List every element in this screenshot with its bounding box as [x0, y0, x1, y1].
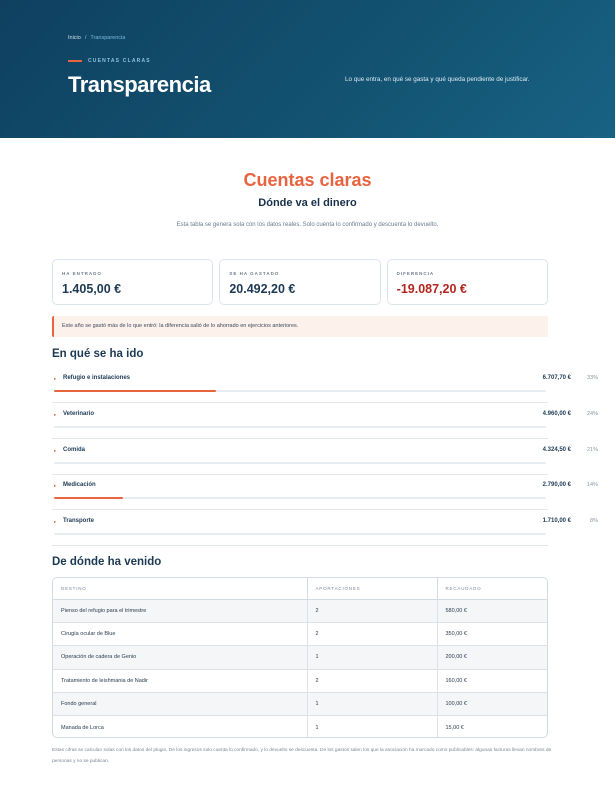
expense-percent: 24%	[586, 411, 598, 417]
cell-destino: Tratamiento de leishmania de Nadir	[53, 669, 307, 692]
expenses-heading: En qué se ha ido	[52, 348, 144, 360]
expense-row[interactable]	[52, 474, 598, 510]
expense-percent: 8%	[590, 518, 598, 524]
expense-name: Veterinario	[63, 411, 95, 417]
table-row	[53, 716, 548, 738]
column-header-aportaciones[interactable]: APORTACIONES	[307, 578, 437, 599]
breadcrumb-current: Transparencia	[90, 35, 126, 41]
income-heading: De dónde ha venido	[52, 556, 162, 568]
cell-destino: Fondo general	[53, 693, 307, 716]
expense-row[interactable]	[52, 403, 598, 439]
hero-eyebrow	[68, 58, 151, 64]
eyebrow-text: CUENTAS CLARAS	[88, 58, 151, 64]
hero-banner	[0, 0, 615, 138]
cell-aportaciones: 2	[307, 622, 437, 645]
expense-progress-fill	[54, 390, 216, 392]
cell-recaudado: 350,00 €	[437, 622, 548, 645]
expense-row[interactable]	[52, 367, 598, 403]
table-row	[53, 622, 548, 645]
cell-recaudado: 200,00 €	[437, 646, 548, 669]
cell-recaudado: 100,00 €	[437, 693, 548, 716]
difference-value: -19.087,20 €	[396, 282, 467, 296]
entered-value: 1.405,00 €	[62, 282, 122, 296]
income-table	[52, 577, 548, 738]
expense-name: Transporte	[63, 518, 95, 524]
breadcrumb-home-link[interactable]: Inicio	[68, 35, 81, 41]
cell-aportaciones: 2	[307, 599, 437, 622]
table-row	[53, 646, 548, 669]
expand-arrow-icon: ▸	[54, 412, 57, 417]
expense-progress-track	[54, 426, 546, 428]
expense-progress-track	[54, 533, 546, 535]
column-header-recaudado[interactable]: RECAUDADO	[437, 578, 548, 599]
spent-value: 20.492,20 €	[229, 282, 296, 296]
expense-percent: 33%	[586, 375, 598, 381]
column-header-destino[interactable]: DESTINO	[53, 578, 307, 599]
cell-recaudado: 160,00 €	[437, 669, 548, 692]
expense-row[interactable]	[52, 439, 598, 475]
expense-percent: 14%	[586, 482, 598, 488]
expense-name: Comida	[63, 447, 86, 453]
cell-aportaciones: 1	[307, 693, 437, 716]
summary-card-entered	[52, 259, 213, 305]
expense-amount: 6.707,70 €	[542, 375, 571, 381]
table-header-row	[53, 578, 548, 599]
expense-name: Refugio e instalaciones	[63, 375, 131, 381]
expense-percent: 21%	[586, 447, 598, 453]
spent-label: SE HA GASTADO	[229, 271, 280, 276]
cell-recaudado: 580,00 €	[437, 599, 548, 622]
expand-arrow-icon: ▸	[54, 519, 57, 524]
section-title: Cuentas claras	[243, 170, 372, 190]
breadcrumb	[68, 35, 125, 41]
cell-recaudado: 15,00 €	[445, 724, 464, 731]
expense-row[interactable]	[52, 510, 598, 546]
expand-arrow-icon: ▸	[54, 448, 57, 453]
table-row	[53, 599, 548, 622]
expense-name: Medicación	[63, 482, 96, 488]
cell-aportaciones: 1	[307, 716, 437, 738]
eyebrow-accent-bar	[68, 60, 82, 62]
hero-description: Lo que entra, en qué se gasta y qué queda pendiente de justificar.	[345, 76, 530, 83]
expense-amount: 2.790,00 €	[542, 482, 571, 488]
table-row	[53, 693, 548, 716]
table-row	[53, 669, 548, 692]
breadcrumb-separator: /	[84, 35, 87, 41]
expense-progress-track	[54, 390, 546, 392]
expense-amount: 1.710,00 €	[542, 518, 571, 524]
section-intro: Esta tabla se genera sola con los datos reales. Solo cuenta lo confirmado y descuenta lo devuelto.	[176, 222, 439, 228]
expense-amount: 4.960,00 €	[542, 411, 571, 417]
summary-card-spent	[219, 259, 380, 305]
summary-cards	[52, 259, 548, 305]
cell-destino: Manada de Lorca	[53, 716, 307, 738]
expense-amount: 4.324,50 €	[542, 447, 571, 453]
expand-arrow-icon: ▸	[54, 483, 57, 488]
cell-destino: Cirugía ocular de Blue	[53, 622, 307, 645]
cell-aportaciones: 2	[307, 669, 437, 692]
entered-label: HA ENTRADO	[62, 271, 102, 276]
difference-label: DIFERENCIA	[396, 271, 435, 276]
expand-arrow-icon: ▸	[54, 376, 57, 381]
cell-destino: Operación de cadera de Genio	[53, 646, 307, 669]
footnote: Estas cifras se calculan solas con los datos del plugin. De los ingresos solo cuenta lo confirmado, y lo devuelto se descuenta. De los gastos salen los que la asociación ha marcado como publicables: algunas facturas llevan nombres de personas y no se publican.	[52, 748, 552, 764]
deficit-notice: Este año se gastó más de lo que entró: la diferencia salió de lo ahorrado en ejercicios anteriores.	[52, 316, 548, 337]
summary-card-difference	[387, 259, 548, 305]
cell-destino: Pienso del refugio para el trimestre	[53, 599, 307, 622]
page-title: Transparencia	[68, 72, 211, 97]
expense-progress-track	[54, 497, 546, 499]
section-subtitle: Dónde va el dinero	[258, 197, 357, 209]
expense-progress-track	[54, 462, 546, 464]
cell-aportaciones: 1	[307, 646, 437, 669]
expense-progress-fill	[54, 497, 123, 499]
